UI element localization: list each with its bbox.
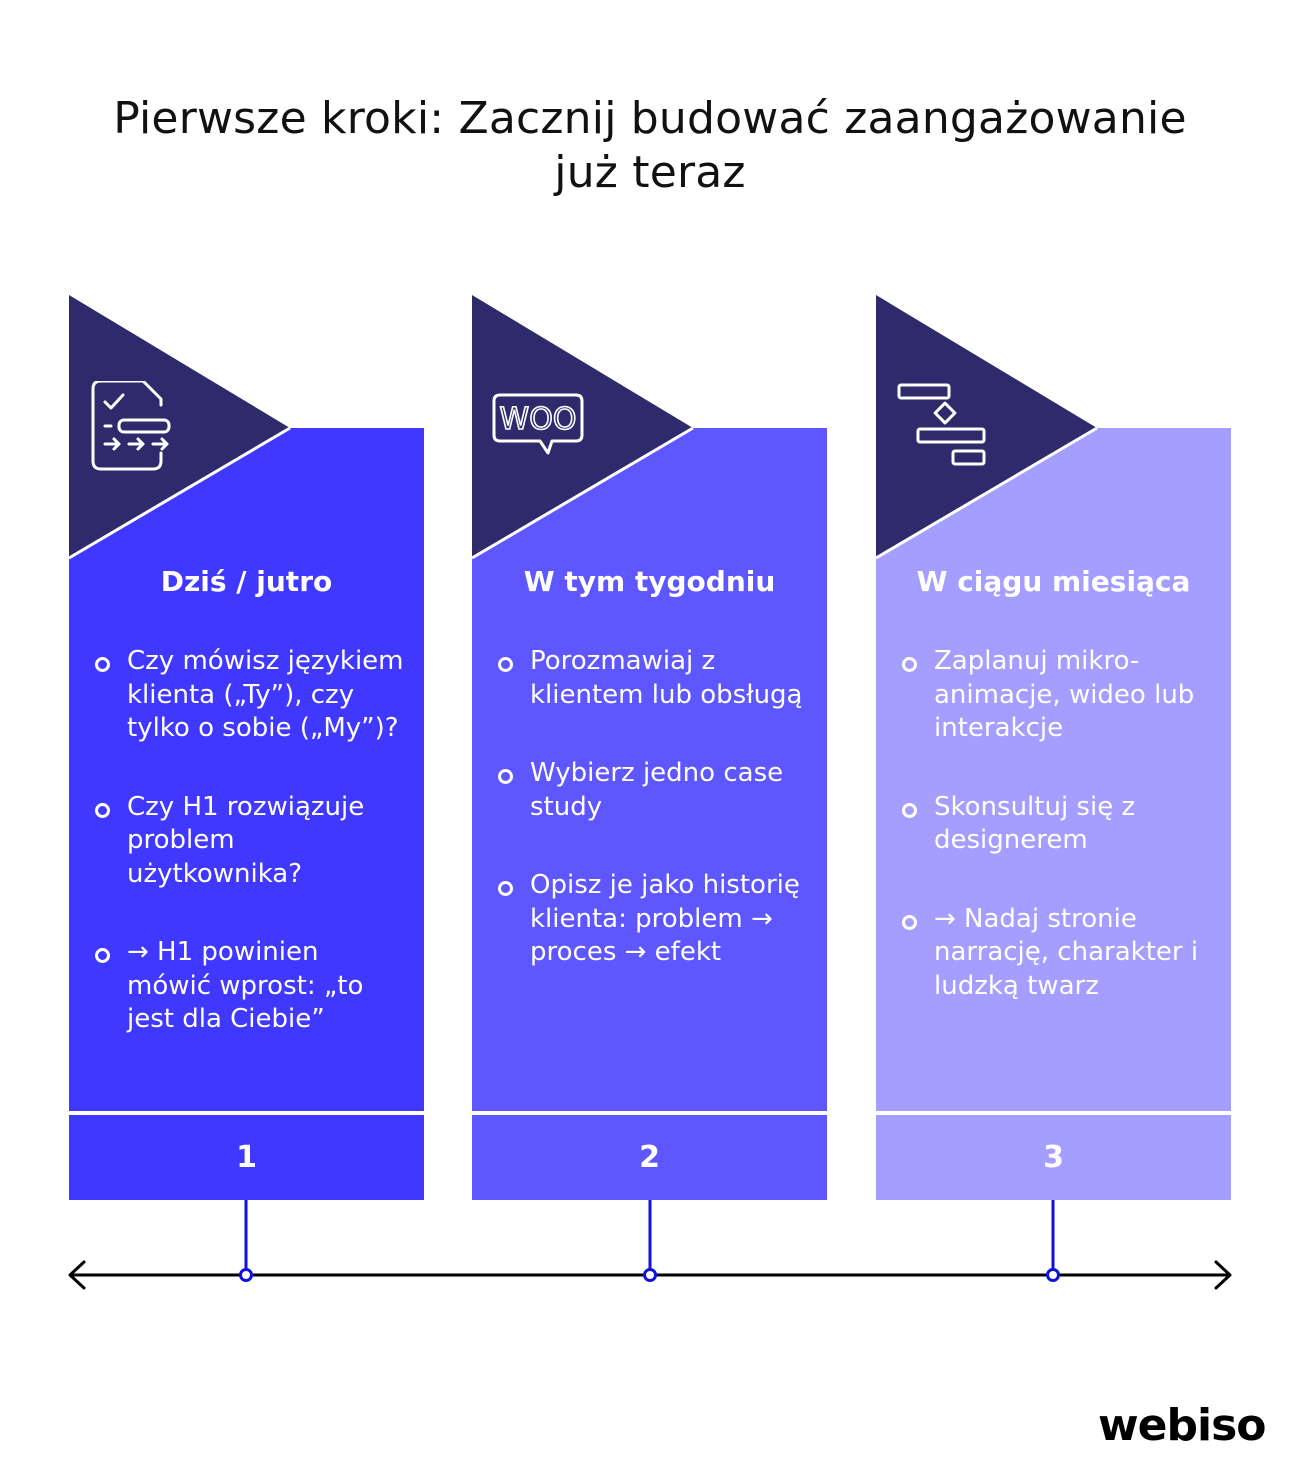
bullet-circle-icon xyxy=(95,657,110,672)
bullet-circle-icon xyxy=(498,657,513,672)
step-column-1 xyxy=(69,295,424,1200)
webiso-logo: webiso xyxy=(1098,1400,1266,1451)
woo-speech-bubble-icon xyxy=(492,393,584,457)
bullet-list xyxy=(95,645,405,1082)
gantt-flow-icon xyxy=(896,381,988,471)
list-item: Czy mówisz językiem klienta („Ty”), czy tylko o sobie („My”)? xyxy=(95,645,405,746)
step-column-3 xyxy=(876,295,1231,1200)
page-title xyxy=(0,92,1300,200)
step-number: 3 xyxy=(876,1115,1231,1200)
list-item: Czy H1 rozwiązuje problem użytkownika? xyxy=(95,791,405,892)
title-line-1: Pierwsze kroki: Zacznij budować zaangażowanie xyxy=(113,93,1187,144)
column-heading: Dziś / jutro xyxy=(160,565,333,598)
bullet-circle-icon xyxy=(95,948,110,963)
list-item: Zaplanuj mikro-animacje, wideo lub interakcje xyxy=(902,645,1212,746)
bullet-circle-icon xyxy=(902,803,917,818)
bullet-circle-icon xyxy=(902,915,917,930)
bullet-list xyxy=(902,645,1212,1048)
svg-text:WOO: WOO xyxy=(499,402,577,437)
column-heading: W tym tygodniu xyxy=(523,565,776,598)
bullet-list xyxy=(498,645,808,1015)
bullet-circle-icon xyxy=(498,881,513,896)
list-item: Skonsultuj się z designerem xyxy=(902,791,1212,858)
step-number: 2 xyxy=(472,1115,827,1200)
list-item: → H1 powinien mówić wprost: „to jest dla Ciebie” xyxy=(95,936,405,1037)
step-column-2 xyxy=(472,295,827,1200)
list-item: Opisz je jako historię klienta: problem → proces → efekt xyxy=(498,869,808,970)
list-item: → Nadaj stronie narrację, charakter i ludzką twarz xyxy=(902,903,1212,1004)
bullet-circle-icon xyxy=(902,657,917,672)
column-heading: W ciągu miesiąca xyxy=(916,565,1191,598)
list-item: Porozmawiaj z klientem lub obsługą xyxy=(498,645,808,712)
step-number: 1 xyxy=(69,1115,424,1200)
list-item: Wybierz jedno case study xyxy=(498,757,808,824)
title-line-2: już teraz xyxy=(554,147,746,198)
bullet-circle-icon xyxy=(498,769,513,784)
bullet-circle-icon xyxy=(95,803,110,818)
checklist-document-icon xyxy=(91,381,181,471)
